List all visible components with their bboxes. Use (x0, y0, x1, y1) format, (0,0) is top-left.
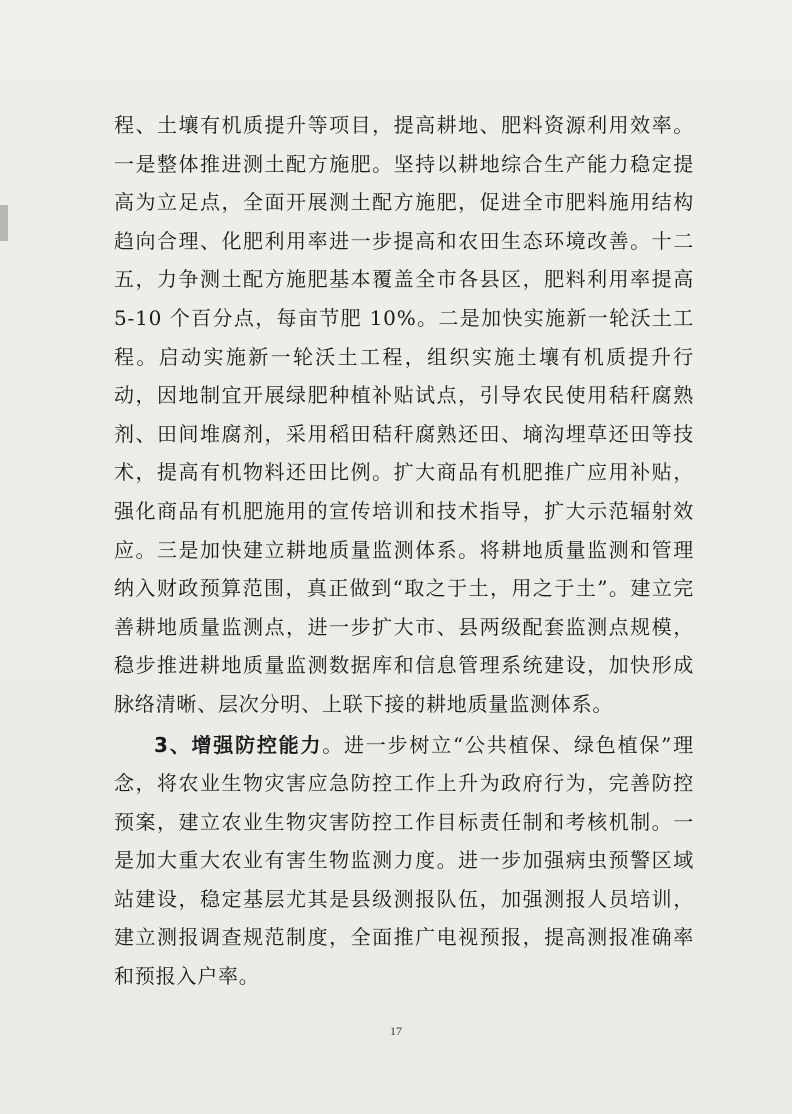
page-number: 17 (390, 1024, 402, 1038)
paragraph-continuation: 程、土壤有机质提升等项目，提高耕地、肥料资源利用效率。一是整体推进测土配方施肥。坚持以耕地综合生产能力稳定提高为立足点，全面开展测土配方施肥，促进全市肥料施用结构趋向合理、化肥利用率进一步提高和农田生态环境改善。十二五，力争测土配方施肥基本覆盖全市各县区，肥料利用率提高 5-10 个百分点，每亩节肥 10%。二是加快实施新一轮沃土工程。启动实施新一轮沃土工程，组织实施土壤有机质提升行动，因地制宜开展绿肥种植补贴试点，引导农民使用秸秆腐熟剂、田间堆腐剂，采用稻田秸秆腐熟还田、墒沟埋草还田等技术，提高有机物料还田比例。扩大商品有机肥推广应用补贴，强化商品有机肥施用的宣传培训和技术指导，扩大示范辐射效应。三是加快建立耕地质量监测体系。将耕地质量监测和管理纳入财政预算范围，真正做到“取之于土，用之于土”。建立完善耕地质量监测点，进一步扩大市、县两级配套监测点规模，稳步推进耕地质量监测数据库和信息管理系统建设，加快形成脉络清晰、层次分明、上联下接的耕地质量监测体系。 (114, 113, 694, 716)
scan-edge-mark (0, 205, 8, 241)
paragraph-body: 。进一步树立“公共植保、绿色植保”理念，将农业生物灾害应急防控工作上升为政府行为，完善防控预案，建立农业生物灾害防控工作目标责任制和考核机制。一是加大重大农业有害生物监测力度。进一步加强病虫预警区域站建设，稳定基层尤其是县级测报队伍，加强测报人员培训，建立测报调查规范制度，全面推广电视预报，提高测报准确率和预报入户率。 (114, 732, 694, 989)
paragraph-prevention-capacity (114, 726, 694, 996)
section-heading: 3、增强防控能力 (154, 732, 323, 757)
body-text (114, 106, 694, 996)
